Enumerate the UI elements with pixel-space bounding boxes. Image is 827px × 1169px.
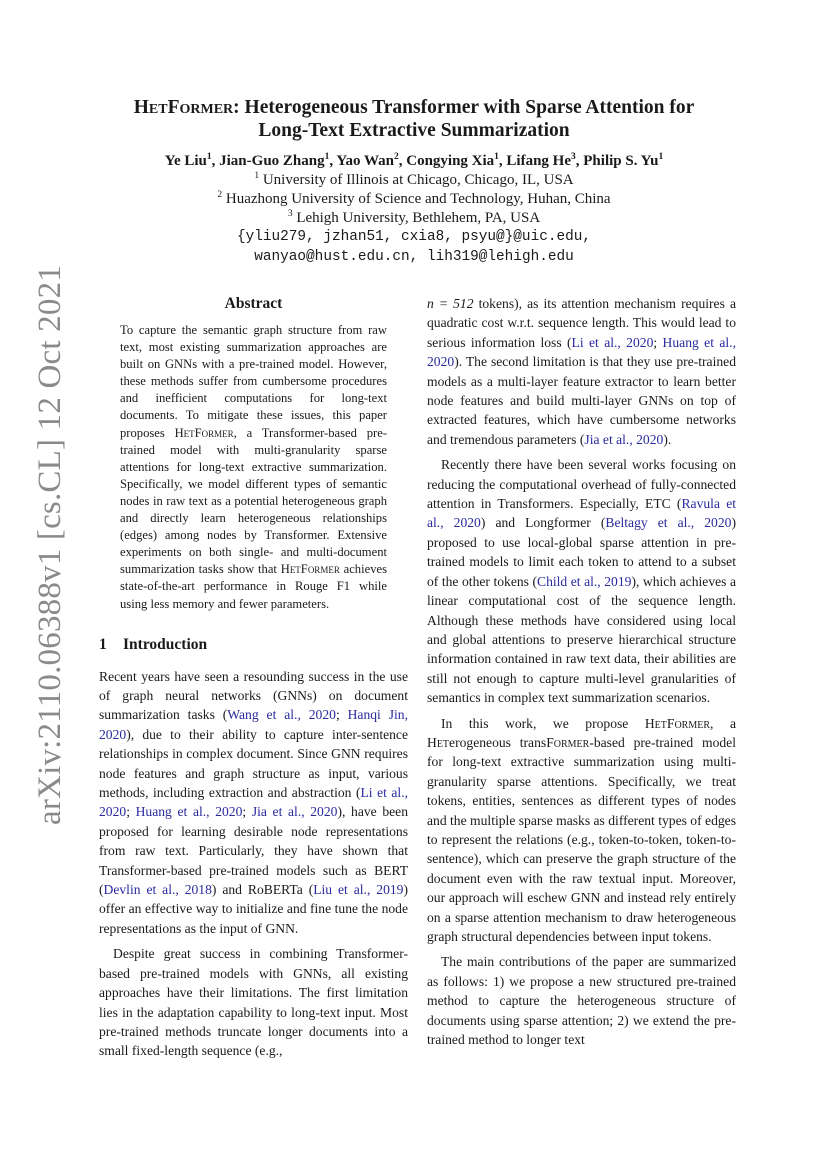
author: Philip S. Yu$^1$ [583,152,664,169]
affiliation: $^2$ Huazhong University of Science and Technology, Huhan, China [217,190,611,207]
body-paragraph: n = 512 tokens), as its attention mechanism requires a quadratic cost w.r.t. sequence length. This would lead to serious information loss (Li et al., 2020; Huang et al., 2020). The second limitation is that they use pre-trained models as a multi-layer feature extractor to learn better node features and build multi-layer GNNs on top of extracted features, which have cumbersome networks and tremendous parameters (Jia et al., 2020). [427,296,736,447]
citation-link[interactable]: Hanqi Jin, 2020 [99,707,408,742]
math-expression: n = 512 [427,296,474,311]
citation-link[interactable]: Jia et al., 2020 [584,431,664,447]
author-list: Ye Liu$^1$, Jian-Guo Zhang$^1$, Yao Wan$^2$, Congying Xia$^1$, Lifang He$^3$, Philip S. Yu$^1$ [164,152,664,169]
citation-link[interactable]: Devlin et al., 2018 [103,882,212,898]
author: Yao Wan$^2$ [336,152,399,169]
citation-link[interactable]: Ravula et al., 2020 [427,496,736,531]
author: Congying Xia$^1$ [406,152,499,169]
affiliation: $^3$ Lehigh University, Bethlehem, PA, USA [287,209,541,226]
author: Jian-Guo Zhang$^1$ [219,152,330,169]
body-paragraph: Recently there have been several works focusing on reducing the computational overhead of fully-connected attention in Transformers. Especially, ETC (Ravula et al., 2020) and Longformer (Beltagy et al., 2020) proposed to use local-global sparse attention in pre-trained models to limit each token to attend to a subset of the other tokens (Child et al., 2019), which achieves a linear computational cost of the sequence length. Although these methods have considered using local and global attentions to preserve hierarchical structure information contained in raw text data, their abilities are still not enough to capture multi-level granularities of semantics in complex text summarization scenarios. [427,457,737,706]
author: Lifang He$^3$ [506,152,576,169]
citation-link[interactable]: Huang et al., 2020 [135,804,243,820]
body-paragraph: In this work, we propose HetFormer, a Heterogeneous transFormer-based pre-trained model for long-text extractive summarization using multi-granularity sparse attentions. Specifically, we treat tokens, entities, sentences as different types of nodes and the multiple sparse masks as different types of edges to represent the relations (e.g., token-to-token, token-to-sentence), which can preserve the graph structure of the document even with the raw textual input. Moreover, our approach will eschew GNN and instead rely entirely on a sparse attention mechanism to draw heterogeneous graph structural dependencies between input tokens. [427,715,736,944]
body-paragraph: Recent years have seen a resounding success in the use of graph neural networks (GNNs) on document summarization tasks (Wang et al., 2020; Hanqi Jin, 2020), due to their ability to capture inter-sentence relationships in complex document. Since GNN requires node features and graph structure as input, various methods, including extraction and abstraction (Li et al., 2020; Huang et al., 2020; Jia et al., 2020), have been proposed for learning desirable node representations from raw text. Particularly, they have shown that Transformer-based pre-trained models such as BERT (Devlin et al., 2018) and RoBERTa (Liu et al., 2019) offer an effective way to initialize and fine tune the node representations as the input of GNN. [99,668,408,936]
citation-link[interactable]: Jia et al., 2020 [251,804,338,820]
author-emails: wanyao@hust.edu.cn, lih319@lehigh.edu [254,248,574,265]
citation-link[interactable]: Li et al., 2020 [571,334,654,350]
right-column [427,294,736,1055]
arxiv-identifier: arXiv:2110.06388v1 [cs.CL] 12 Oct 2021 [32,265,68,825]
paper-header [90,96,738,267]
citation-link[interactable]: Liu et al., 2019 [313,882,404,898]
paper-title: HetFormer: Heterogeneous Transformer with Sparse Attention for Long-Text Extractive Summarization [133,97,695,141]
citation-link[interactable]: Li et al., 2020 [99,785,408,820]
body-paragraph: The main contributions of the paper are summarized as follows: 1) we propose a new structured pre-trained method to capture the heterogeneous structure of documents using sparse attention; 2) we extend the pre-trained method to longer text [427,954,736,1048]
author-emails: {yliu279, jzhan51, cxia8, psyu@}@uic.edu, [236,229,592,245]
section-heading-introduction: 1 Introduction [99,635,208,653]
abstract-text: To capture the semantic graph structure from raw text, most existing summarization approaches are built on GNNs with a pre-trained model. However, these methods suffer from cumbersome procedures and inefficient computations for long-text documents. To mitigate these issues, this paper proposes HetFormer, a Transformer-based pre-trained model with multi-granularity sparse attentions for long-text extractive summarization. Specifically, we model different types of semantic nodes in raw text as a potential heterogeneous graph and directly learn heterogeneous relationships (edges) among nodes by Transformer. Extensive experiments on both single- and multi-document summarization tasks show that HetFormer achieves state-of-the-art performance in Rouge F1 while using less memory and fewer parameters. [120,323,387,611]
body-paragraph: Despite great success in combining Transformer-based pre-trained models with GNNs, all existing approaches have their limitations. The first limitation lies in the adaptation capability to long-text input. Most pre-trained methods truncate longer documents into a small fixed-length sequence (e.g., [99,946,408,1059]
citation-link[interactable]: Child et al., 2019 [537,573,632,589]
citation-link[interactable]: Huang et al., 2020 [427,334,736,370]
abstract-heading: Abstract [224,295,283,312]
left-column [99,294,408,1067]
citation-link[interactable]: Beltagy et al., 2020 [605,515,732,531]
affiliation: $^1$ University of Illinois at Chicago, Chicago, IL, USA [254,171,574,188]
citation-link[interactable]: Wang et al., 2020 [227,707,336,723]
author: Ye Liu$^1$ [164,152,212,169]
